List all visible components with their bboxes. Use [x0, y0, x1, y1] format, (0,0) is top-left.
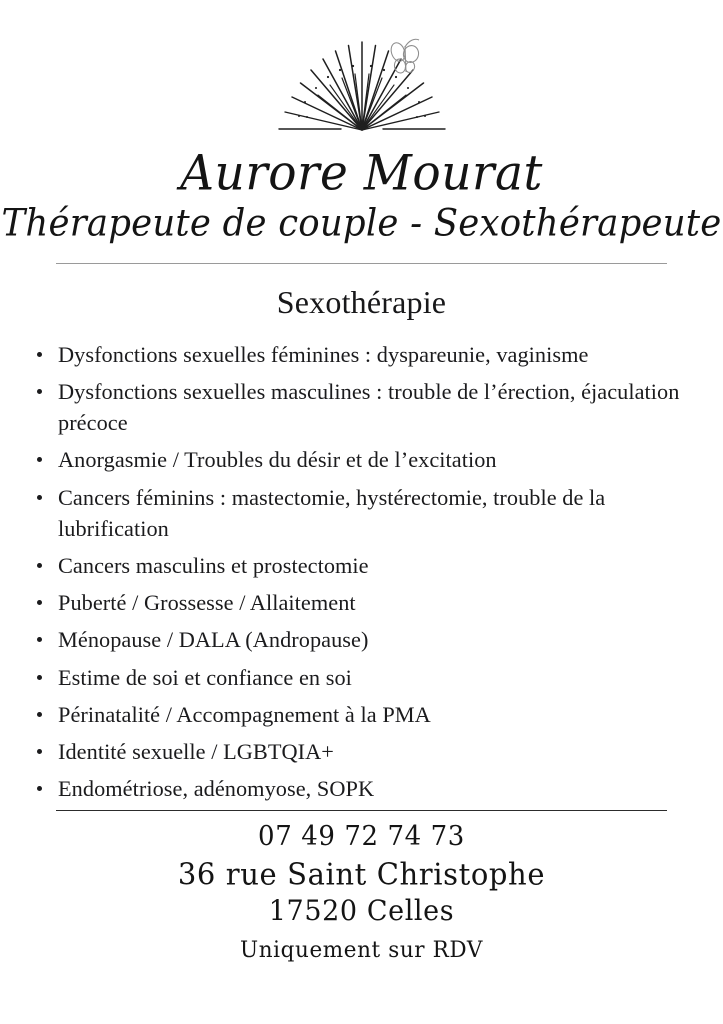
brand-subtitle: Thérapeute de couple - Sexothérapeute [1, 201, 722, 246]
header-divider [56, 263, 667, 264]
list-item: Identité sexuelle / LGBTQIA+ [31, 737, 683, 768]
contact-city: 17520 Celles [268, 895, 455, 928]
contact-footer [0, 820, 723, 968]
contact-street: 36 rue Saint Christophe [177, 856, 546, 892]
logo-container [0, 28, 723, 140]
brand-name: Aurore Mourat [180, 144, 543, 203]
list-item: Endométriose, adénomyose, SOPK [31, 774, 683, 805]
section-title: Sexothérapie [276, 284, 447, 320]
list-item: Puberté / Grossesse / Allaitement [31, 588, 683, 619]
sunburst-butterfly-icon [269, 28, 455, 140]
list-item: Dysfonctions sexuelles masculines : trouble de l’érection, éjaculation précoce [31, 377, 683, 439]
footer-divider [56, 810, 667, 811]
list-item: Anorgasmie / Troubles du désir et de l’excitation [31, 445, 683, 476]
list-item: Dysfonctions sexuelles féminines : dyspareunie, vaginisme [31, 340, 683, 371]
list-item: Cancers féminins : mastectomie, hystérectomie, trouble de la lubrification [31, 483, 683, 545]
list-item: Cancers masculins et prostectomie [31, 551, 683, 582]
list-item: Ménopause / DALA (Andropause) [31, 625, 683, 656]
list-item: Périnatalité / Accompagnement à la PMA [31, 700, 683, 731]
appointment-note: Uniquement sur RDV [240, 938, 483, 964]
services-list [31, 340, 683, 812]
list-item: Estime de soi et confiance en soi [31, 663, 683, 694]
contact-phone[interactable]: 07 49 72 74 73 [258, 821, 465, 853]
butterfly-icon [388, 39, 419, 73]
